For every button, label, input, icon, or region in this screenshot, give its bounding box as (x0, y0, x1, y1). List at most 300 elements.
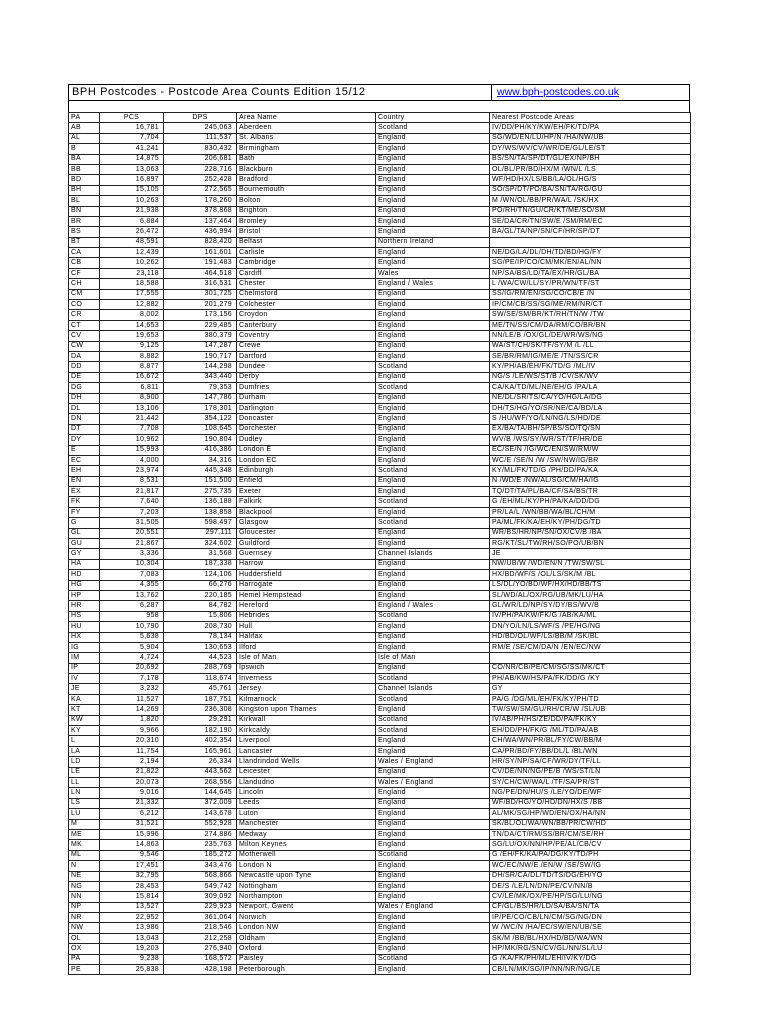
cell-nearest-areas: TQ/DT/TA/PL/BA/CF/SA/BS/TR (490, 487, 691, 497)
cell-pcs: 11,527 (100, 694, 164, 704)
cell-pcs: 48,591 (100, 237, 164, 247)
cell-pcs: 4,355 (100, 580, 164, 590)
cell-pa: EX (69, 487, 100, 497)
cell-country: England (376, 258, 490, 268)
cell-area-name: Gloucester (237, 528, 376, 538)
cell-pa: BR (69, 216, 100, 226)
table-row (69, 674, 691, 684)
cell-country: Northern Ireland (376, 237, 490, 247)
table-row (69, 289, 691, 299)
cell-nearest-areas: SS/IG/RM/EN/SG/CO/CB/E /N (490, 289, 691, 299)
cell-dps: 361,064 (164, 913, 237, 923)
cell-nearest-areas: SK/BL/OL/WA/WN/BB/PR/CW/HD (490, 819, 691, 829)
cell-pcs: 20,551 (100, 528, 164, 538)
cell-country: England (376, 871, 490, 881)
cell-pcs: 17,555 (100, 289, 164, 299)
cell-country: Scotland (376, 611, 490, 621)
cell-dps: 268,556 (164, 778, 237, 788)
cell-area-name: Leicester (237, 767, 376, 777)
cell-country: Scotland (376, 497, 490, 507)
table-row (69, 185, 691, 195)
cell-pcs: 5,904 (100, 642, 164, 652)
cell-area-name: Liverpool (237, 736, 376, 746)
cell-nearest-areas: CA/PR/BD/FY/BB/DL/L /BL/WN (490, 746, 691, 756)
column-header-area-name: Area Name (237, 113, 376, 123)
cell-area-name: Dudley (237, 435, 376, 445)
cell-nearest-areas: KY/ML/FK/TD/G /PH/DD/PA/KA (490, 466, 691, 476)
cell-pa: NN (69, 892, 100, 902)
cell-country: Wales / England (376, 902, 490, 912)
cell-country: Scotland (376, 726, 490, 736)
cell-pa: LN (69, 788, 100, 798)
cell-dps: 316,531 (164, 279, 237, 289)
table-row (69, 746, 691, 756)
cell-pcs: 3,336 (100, 549, 164, 559)
cell-dps: 143,678 (164, 809, 237, 819)
cell-area-name: Kirkcaldy (237, 726, 376, 736)
cell-area-name: Chelmsford (237, 289, 376, 299)
cell-country: England (376, 175, 490, 185)
cell-area-name: Halifax (237, 632, 376, 642)
cell-pcs: 10,263 (100, 196, 164, 206)
cell-dps: 220,185 (164, 590, 237, 600)
cell-dps: 343,476 (164, 861, 237, 871)
cell-pcs: 15,993 (100, 445, 164, 455)
cell-nearest-areas: CF/GL/BS/HR/LD/SA/BA/SN/TA (490, 902, 691, 912)
cell-pcs: 22,952 (100, 913, 164, 923)
cell-dps: 428,198 (164, 965, 237, 975)
table-row (69, 694, 691, 704)
cell-dps: 191,483 (164, 258, 237, 268)
cell-area-name: Colchester (237, 300, 376, 310)
cell-area-name: Paisley (237, 954, 376, 964)
cell-pcs: 9,125 (100, 341, 164, 351)
cell-country: England (376, 892, 490, 902)
cell-dps: 416,386 (164, 445, 237, 455)
cell-country: England (376, 788, 490, 798)
cell-pcs: 12,882 (100, 300, 164, 310)
cell-pa: BN (69, 206, 100, 216)
table-row (69, 778, 691, 788)
table-row (69, 933, 691, 943)
cell-area-name: Blackburn (237, 164, 376, 174)
cell-country: England (376, 528, 490, 538)
cell-dps: 236,308 (164, 705, 237, 715)
cell-country: Scotland (376, 674, 490, 684)
cell-country: Scotland (376, 362, 490, 372)
cell-pa: AL (69, 133, 100, 143)
cell-country: England (376, 435, 490, 445)
cell-pa: DE (69, 372, 100, 382)
cell-pa: DL (69, 403, 100, 413)
cell-nearest-areas (490, 653, 691, 663)
cell-area-name: Bournemouth (237, 185, 376, 195)
table-row (69, 632, 691, 642)
cell-country: England (376, 206, 490, 216)
cell-area-name: Blackpool (237, 507, 376, 517)
cell-dps: 161,601 (164, 248, 237, 258)
cell-pa: M (69, 819, 100, 829)
cell-nearest-areas: EH/DD/PH/FK/G /ML/TD/PA/AB (490, 726, 691, 736)
cell-pa: NG (69, 881, 100, 891)
cell-country: England (376, 320, 490, 330)
cell-dps: 34,316 (164, 455, 237, 465)
cell-dps: 66,276 (164, 580, 237, 590)
cell-pcs: 11,754 (100, 746, 164, 756)
table-row (69, 258, 691, 268)
cell-pa: IV (69, 674, 100, 684)
cell-pcs: 20,310 (100, 736, 164, 746)
table-row (69, 300, 691, 310)
cell-pcs: 6,884 (100, 216, 164, 226)
cell-country: Scotland (376, 954, 490, 964)
cell-area-name: Coventry (237, 331, 376, 341)
table-row (69, 476, 691, 486)
table-row (69, 466, 691, 476)
cell-area-name: Hereford (237, 601, 376, 611)
cell-area-name: Croydon (237, 310, 376, 320)
cell-nearest-areas: CV/DE/NN/NG/PE/B /WS/ST/LN (490, 767, 691, 777)
column-header-pa: PA (69, 113, 100, 123)
spreadsheet (68, 84, 690, 975)
cell-area-name: Bromley (237, 216, 376, 226)
cell-pa: NR (69, 913, 100, 923)
cell-dps: 297,111 (164, 528, 237, 538)
table-row (69, 705, 691, 715)
cell-dps: 138,858 (164, 507, 237, 517)
cell-area-name: Aberdeen (237, 123, 376, 133)
cell-pa: OX (69, 944, 100, 954)
table-row (69, 372, 691, 382)
cell-nearest-areas: DH/TS/HG/YO/SR/NE/CA/BD/LA (490, 403, 691, 413)
cell-pcs: 10,790 (100, 622, 164, 632)
cell-pcs: 4,000 (100, 455, 164, 465)
cell-area-name: Guernsey (237, 549, 376, 559)
cell-dps: 309,092 (164, 892, 237, 902)
cell-pa: ME (69, 829, 100, 839)
cell-area-name: Dorchester (237, 424, 376, 434)
cell-pa: HP (69, 590, 100, 600)
cell-area-name: Isle of Man (237, 653, 376, 663)
cell-country: England (376, 248, 490, 258)
cell-nearest-areas: PO/RH/TN/GU/CR/KT/ME/SO/SM (490, 206, 691, 216)
cell-nearest-areas: JE (490, 549, 691, 559)
cell-nearest-areas: W /WC/N /HA/EC/SW/EN/UB/SE (490, 923, 691, 933)
cell-pa: KY (69, 726, 100, 736)
cell-dps: 568,866 (164, 871, 237, 881)
table-row (69, 715, 691, 725)
cell-dps: 343,440 (164, 372, 237, 382)
cell-area-name: Harrogate (237, 580, 376, 590)
table-row (69, 227, 691, 237)
cell-pa: CB (69, 258, 100, 268)
cell-nearest-areas: IV/DD/PH/KY/KW/EH/FK/TD/PA (490, 123, 691, 133)
cell-country: England (376, 767, 490, 777)
cell-area-name: Lincoln (237, 788, 376, 798)
cell-area-name: Manchester (237, 819, 376, 829)
table-row (69, 684, 691, 694)
cell-nearest-areas: WA/ST/CH/SK/TF/SY/M /L /LL (490, 341, 691, 351)
cell-dps: 354,122 (164, 414, 237, 424)
cell-pcs: 13,043 (100, 933, 164, 943)
cell-country: England (376, 559, 490, 569)
cell-dps: 151,500 (164, 476, 237, 486)
cell-pa: CT (69, 320, 100, 330)
cell-country: England (376, 913, 490, 923)
cell-country: England (376, 154, 490, 164)
cell-nearest-areas: NW/UB/W /WD/EN/N /TW/SW/SL (490, 559, 691, 569)
cell-country: Wales (376, 268, 490, 278)
cell-pa: NE (69, 871, 100, 881)
cell-area-name: Motherwell (237, 850, 376, 860)
cell-pa: KA (69, 694, 100, 704)
cell-pcs: 21,442 (100, 414, 164, 424)
cell-pa: AB (69, 123, 100, 133)
cell-pa: DA (69, 351, 100, 361)
table-row (69, 164, 691, 174)
cell-country: Scotland (376, 715, 490, 725)
cell-nearest-areas: ME/TN/SS/CM/DA/RM/CO/BR/BN (490, 320, 691, 330)
cell-pcs: 32,795 (100, 871, 164, 881)
page-title: BPH Postcodes - Postcode Area Counts Edition 15/12 (69, 85, 492, 100)
cell-pcs: 7,178 (100, 674, 164, 684)
cell-dps: 275,735 (164, 487, 237, 497)
cell-dps: 272,565 (164, 185, 237, 195)
cell-country: England (376, 393, 490, 403)
cell-pa: E (69, 445, 100, 455)
table-row (69, 237, 691, 247)
cell-dps: 190,717 (164, 351, 237, 361)
cell-area-name: Oxford (237, 944, 376, 954)
cell-area-name: Cambridge (237, 258, 376, 268)
cell-pa: GL (69, 528, 100, 538)
cell-country: England (376, 590, 490, 600)
cell-pcs: 12,439 (100, 248, 164, 258)
cell-pa: ML (69, 850, 100, 860)
cell-country: England (376, 476, 490, 486)
cell-area-name: Doncaster (237, 414, 376, 424)
cell-country: England (376, 663, 490, 673)
cell-dps: 301,725 (164, 289, 237, 299)
table-row (69, 383, 691, 393)
cell-area-name: Exeter (237, 487, 376, 497)
cell-pa: GU (69, 539, 100, 549)
cell-pcs: 5,638 (100, 632, 164, 642)
table-row (69, 798, 691, 808)
cell-pcs: 9,966 (100, 726, 164, 736)
cell-area-name: London NW (237, 923, 376, 933)
website-link[interactable]: www.bph-postcodes.co.uk (497, 86, 619, 98)
cell-nearest-areas: CO/NR/CB/PE/CM/SG/SS/MK/CT (490, 663, 691, 673)
cell-pa: LE (69, 767, 100, 777)
cell-area-name: Enfield (237, 476, 376, 486)
cell-nearest-areas: IP/PE/CO/CB/LN/CM/SG/NG/DN (490, 913, 691, 923)
cell-country: Channel Islands (376, 684, 490, 694)
table-row (69, 175, 691, 185)
table-row (69, 944, 691, 954)
table-row (69, 549, 691, 559)
table-row (69, 310, 691, 320)
table-row (69, 757, 691, 767)
cell-dps: 31,568 (164, 549, 237, 559)
cell-area-name: Milton Keynes (237, 840, 376, 850)
cell-pa: CH (69, 279, 100, 289)
cell-pa: G (69, 518, 100, 528)
cell-area-name: Dumfries (237, 383, 376, 393)
cell-country: England (376, 144, 490, 154)
cell-dps: 15,806 (164, 611, 237, 621)
cell-area-name: Bradford (237, 175, 376, 185)
cell-dps: 178,301 (164, 403, 237, 413)
cell-pa: HX (69, 632, 100, 642)
table-row (69, 196, 691, 206)
cell-area-name: Harrow (237, 559, 376, 569)
cell-pcs: 9,546 (100, 850, 164, 860)
cell-area-name: Crewe (237, 341, 376, 351)
cell-dps: 445,348 (164, 466, 237, 476)
cell-area-name: Guildford (237, 539, 376, 549)
cell-nearest-areas: WF/HD/HX/LS/BB/LA/OL/HG/S (490, 175, 691, 185)
table-row (69, 507, 691, 517)
cell-pcs: 18,588 (100, 279, 164, 289)
cell-dps: 378,868 (164, 206, 237, 216)
cell-country: England (376, 424, 490, 434)
table-header-row (69, 113, 691, 123)
cell-country: England (376, 289, 490, 299)
cell-country: England (376, 300, 490, 310)
cell-pa: CW (69, 341, 100, 351)
table-row (69, 892, 691, 902)
cell-country: England / Wales (376, 601, 490, 611)
cell-country: England (376, 445, 490, 455)
cell-nearest-areas: WR/BS/HR/NP/SN/OX/CV/B /BA (490, 528, 691, 538)
cell-pcs: 14,863 (100, 840, 164, 850)
cell-area-name: Dundee (237, 362, 376, 372)
cell-country: Scotland (376, 850, 490, 860)
cell-pcs: 15,996 (100, 829, 164, 839)
cell-nearest-areas: PA/G /DG/ML/EH/FK/KY/PH/TD (490, 694, 691, 704)
cell-area-name: Leeds (237, 798, 376, 808)
column-header-nearest: Nearest Postcode Areas (490, 113, 691, 123)
cell-country: Channel Islands (376, 549, 490, 559)
table-row (69, 403, 691, 413)
table-row (69, 559, 691, 569)
cell-pcs: 8,882 (100, 351, 164, 361)
cell-area-name: Kilmarnock (237, 694, 376, 704)
cell-pcs: 23,974 (100, 466, 164, 476)
cell-country: Scotland (376, 123, 490, 133)
cell-nearest-areas: CA/KA/TD/ML/NE/EH/G /PA/LA (490, 383, 691, 393)
table-row (69, 809, 691, 819)
cell-pa: L (69, 736, 100, 746)
cell-area-name: Hemel Hempstead (237, 590, 376, 600)
cell-country: England / Wales (376, 279, 490, 289)
cell-country: England (376, 196, 490, 206)
cell-dps: 124,106 (164, 570, 237, 580)
table-row (69, 424, 691, 434)
cell-nearest-areas: G /EH/FK/KA/PA/DG/KY/TD/PH (490, 850, 691, 860)
cell-dps: 549,742 (164, 881, 237, 891)
cell-dps: 252,428 (164, 175, 237, 185)
cell-country: England (376, 746, 490, 756)
cell-pcs: 15,814 (100, 892, 164, 902)
cell-nearest-areas: NP/SA/BS/LD/TA/EX/HR/GL/BA (490, 268, 691, 278)
cell-pcs: 13,063 (100, 164, 164, 174)
cell-dps: 147,287 (164, 341, 237, 351)
cell-area-name: Belfast (237, 237, 376, 247)
cell-area-name: Ilford (237, 642, 376, 652)
cell-country: England (376, 372, 490, 382)
cell-nearest-areas: HP/MK/RG/SN/CV/GL/NN/SL/LU (490, 944, 691, 954)
cell-area-name: Oldham (237, 933, 376, 943)
cell-dps: 552,928 (164, 819, 237, 829)
cell-pcs: 7,203 (100, 507, 164, 517)
table-body (69, 123, 691, 975)
cell-dps: 830,432 (164, 144, 237, 154)
table-row (69, 216, 691, 226)
table-row (69, 622, 691, 632)
cell-pcs: 9,238 (100, 954, 164, 964)
cell-pa: DN (69, 414, 100, 424)
cell-area-name: Birmingham (237, 144, 376, 154)
cell-area-name: Hull (237, 622, 376, 632)
cell-country: England (376, 632, 490, 642)
cell-dps: 324,602 (164, 539, 237, 549)
cell-pa: JE (69, 684, 100, 694)
cell-pcs: 8,900 (100, 393, 164, 403)
table-row (69, 788, 691, 798)
cell-nearest-areas: IV/AB/PH/HS/ZE/DD/PA/FK/KY (490, 715, 691, 725)
table-row (69, 829, 691, 839)
cell-pa: DG (69, 383, 100, 393)
table-row (69, 653, 691, 663)
table-row (69, 362, 691, 372)
cell-country: England (376, 455, 490, 465)
cell-area-name: Northampton (237, 892, 376, 902)
cell-country: England (376, 216, 490, 226)
cell-pcs: 10,262 (100, 258, 164, 268)
cell-pa: CM (69, 289, 100, 299)
cell-pcs: 31,521 (100, 819, 164, 829)
table-row (69, 414, 691, 424)
cell-country: England (376, 642, 490, 652)
cell-area-name: Newport, Gwent (237, 902, 376, 912)
cell-nearest-areas: IP/CM/CB/SS/SG/ME/RM/NR/CT (490, 300, 691, 310)
cell-pa: KW (69, 715, 100, 725)
cell-pcs: 26,472 (100, 227, 164, 237)
cell-country: England (376, 798, 490, 808)
table-row (69, 726, 691, 736)
cell-pa: CR (69, 310, 100, 320)
cell-dps: 276,940 (164, 944, 237, 954)
cell-country: England (376, 185, 490, 195)
cell-country: England (376, 622, 490, 632)
cell-nearest-areas: NG/PE/DN/HU/S /LE/YO/DE/WF (490, 788, 691, 798)
cell-area-name: Medway (237, 829, 376, 839)
cell-dps: 229,923 (164, 902, 237, 912)
table-row (69, 341, 691, 351)
cell-nearest-areas: HD/BD/OL/WF/LS/BB/M /SK/BL (490, 632, 691, 642)
cell-pa: BL (69, 196, 100, 206)
cell-pa: LS (69, 798, 100, 808)
cell-dps: 187,751 (164, 694, 237, 704)
cell-nearest-areas: RG/KT/SL/TW/RH/SO/PO/UB/BN (490, 539, 691, 549)
cell-country: England (376, 580, 490, 590)
cell-nearest-areas: CV/LE/MK/OX/PE/HP/SG/LU/NG (490, 892, 691, 902)
cell-area-name: Bath (237, 154, 376, 164)
cell-pcs: 16,781 (100, 123, 164, 133)
cell-pa: PA (69, 954, 100, 964)
